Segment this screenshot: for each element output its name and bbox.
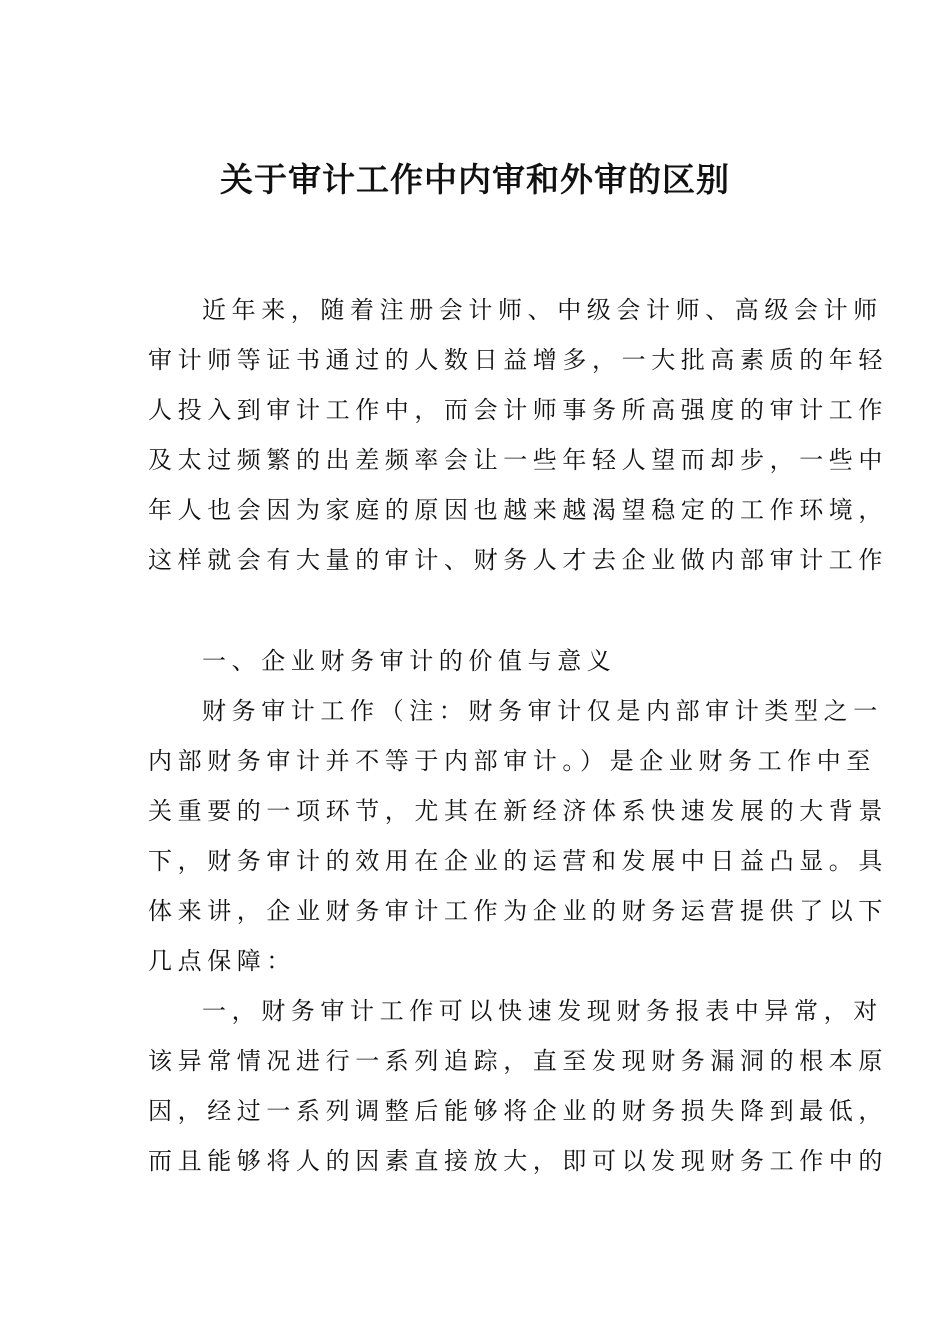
paragraph-line: 财务审计工作（注：财务审计仅是内部审计类型之一: [202, 697, 883, 725]
paragraph-line: 而且能够将人的因素直接放大，即可以发现财务工作中的: [148, 1147, 888, 1175]
paragraph-line: 一，财务审计工作可以快速发现财务报表中异常，对: [202, 997, 883, 1025]
paragraph-line: 内部财务审计并不等于内部审计。）是企业财务工作中至: [148, 747, 876, 775]
paragraph-line: 因，经过一系列调整后能够将企业的财务损失降到最低，: [148, 1097, 888, 1125]
intro-paragraph: [148, 285, 888, 585]
section-one: [148, 636, 888, 1186]
paragraph-line: 关重要的一项环节，尤其在新经济体系快速发展的大背景: [148, 797, 888, 825]
intro-line: 这样就会有大量的审计、财务人才去企业做内部审计工作: [148, 546, 888, 574]
paragraph-line: 下，财务审计的效用在企业的运营和发展中日益凸显。具: [148, 847, 888, 875]
document-title: 关于审计工作中内审和外审的区别: [220, 160, 730, 199]
intro-line: 及太过频繁的出差频率会让一些年轻人望而却步，一些中: [148, 446, 888, 474]
paragraph-line: 该异常情况进行一系列追踪，直至发现财务漏洞的根本原: [148, 1047, 888, 1075]
intro-line: 年人也会因为家庭的原因也越来越渴望稳定的工作环境，: [148, 496, 888, 524]
intro-line: 人投入到审计工作中，而会计师事务所高强度的审计工作: [148, 396, 888, 424]
section-heading: 一、企业财务审计的价值与意义: [202, 647, 617, 675]
paragraph-line: 体来讲，企业财务审计工作为企业的财务运营提供了以下: [148, 897, 888, 925]
intro-line: 审计师等证书通过的人数日益增多，一大批高素质的年轻: [148, 346, 888, 374]
intro-line: 近年来，随着注册会计师、中级会计师、高级会计师: [202, 296, 883, 324]
paragraph-line: 几点保障：: [148, 947, 296, 975]
